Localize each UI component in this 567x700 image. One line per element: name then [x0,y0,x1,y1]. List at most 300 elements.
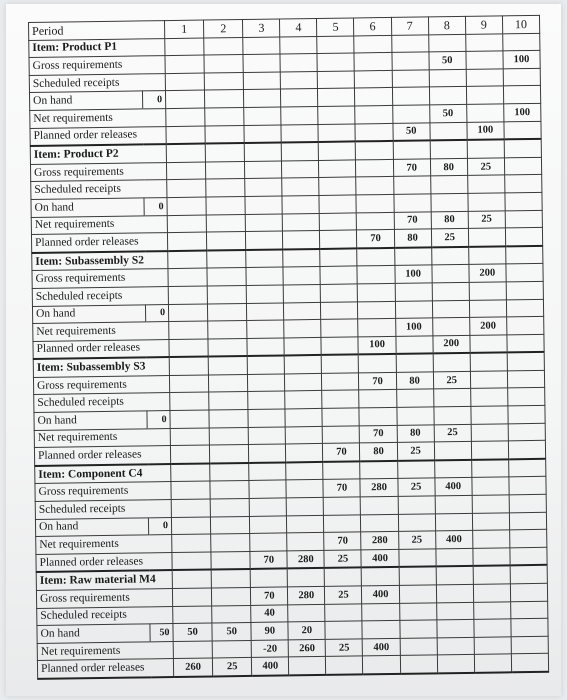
cell-period-10 [506,264,543,282]
cell-period-4 [285,355,322,374]
cell-period-9 [466,104,503,122]
cell-period-5 [326,656,363,675]
cell-period-5 [324,497,361,515]
cell-period-2 [207,232,246,251]
cell-period-5 [318,124,355,143]
cell-period-7: 70 [393,159,430,177]
cell-period-4 [283,267,320,285]
cell-period-3 [244,143,281,162]
cell-period-5: 25 [325,586,362,604]
cell-period-9: 100 [467,121,504,140]
cell-period-7 [400,655,437,674]
cell-period-2 [210,463,249,482]
cell-period-8 [434,442,471,461]
cell-period-6 [359,390,396,408]
row-label: Planned order releases [33,339,169,359]
cell-period-3 [248,409,285,427]
cell-period-4 [284,302,321,320]
cell-period-3: 90 [251,622,288,640]
row-label: Gross requirements [32,269,168,288]
cell-period-6 [358,283,395,301]
cell-period-5 [323,426,360,444]
cell-period-9 [471,423,508,441]
cell-period-8: 50 [429,52,466,70]
cell-period-7 [395,283,432,301]
cell-period-9 [470,388,507,406]
period-header-label: Period [29,21,165,40]
cell-period-8 [436,548,473,567]
cell-period-9: 25 [468,210,505,228]
cell-period-2 [205,107,244,125]
row-label: Scheduled receipts [37,606,173,625]
cell-period-2 [208,338,247,357]
row-label: On hand [31,198,145,217]
cell-period-2 [209,392,248,410]
cell-period-9 [468,246,505,265]
cell-period-10 [511,618,548,636]
cell-period-5 [322,355,359,374]
cell-period-8 [432,282,469,300]
cell-period-2 [212,605,251,623]
cell-period-5 [319,177,356,195]
cell-period-6: 280 [361,532,398,550]
on-hand-initial: 0 [149,517,172,535]
cell-period-2 [205,90,244,108]
cell-period-5 [322,390,359,408]
cell-period-1 [167,232,206,251]
cell-period-5 [321,319,358,337]
cell-period-3 [245,213,282,231]
cell-period-1 [166,126,205,145]
cell-period-7: 25 [397,478,434,496]
cell-period-6 [357,248,394,267]
cell-period-10: 100 [503,103,540,121]
cell-period-2 [212,587,251,605]
cell-period-7 [393,141,430,160]
cell-period-9 [471,406,508,424]
cell-period-10 [506,316,543,334]
cell-period-1: 50 [173,623,212,641]
cell-period-4: 20 [288,622,325,640]
row-label: On hand [29,91,143,110]
cell-period-8 [433,389,470,407]
cell-period-10 [508,405,545,423]
cell-period-2: 25 [213,658,252,677]
cell-period-1 [167,215,206,233]
cell-period-6 [356,194,393,212]
cell-period-5 [319,195,356,213]
cell-period-3 [245,178,282,196]
cell-period-10 [506,281,543,299]
cell-period-1 [172,534,211,552]
cell-period-6 [355,88,392,106]
cell-period-1 [168,304,207,322]
cell-period-3 [246,267,283,285]
row-label: Scheduled receipts [32,286,168,305]
cell-period-4 [282,195,319,213]
cell-period-4 [283,213,320,231]
cell-period-5 [323,461,360,480]
cell-period-6 [358,301,395,319]
cell-period-9 [472,477,509,495]
cell-period-6 [359,354,396,373]
cell-period-1 [173,606,212,624]
cell-period-8: 25 [431,228,468,247]
cell-period-7: 80 [397,425,434,443]
cell-period-4 [282,142,319,161]
cell-period-6 [359,407,396,425]
cell-period-4 [281,71,318,89]
cell-period-1 [166,144,205,163]
cell-period-9 [473,584,510,602]
cell-period-10 [509,530,546,548]
cell-period-8: 25 [434,424,471,442]
cell-period-9 [465,33,502,51]
cell-period-10 [509,494,546,512]
cell-period-3: 400 [252,657,289,676]
on-hand-initial: 0 [143,91,166,109]
cell-period-1 [165,73,204,91]
cell-period-7 [399,567,436,586]
cell-period-1 [165,90,204,108]
period-8: 8 [428,16,465,34]
cell-period-9 [471,459,508,478]
cell-period-6 [355,123,392,142]
cell-period-7 [400,638,437,656]
cell-period-1 [169,357,208,376]
cell-period-9: 25 [467,158,504,176]
cell-period-9 [472,512,509,530]
cell-period-10 [508,423,545,441]
cell-period-2 [205,143,244,162]
cell-period-4 [286,462,323,481]
cell-period-10 [510,601,547,619]
cell-period-6 [357,212,394,230]
cell-period-5 [318,106,355,124]
cell-period-1 [165,55,204,73]
cell-period-3 [247,356,284,375]
cell-period-9 [470,371,507,389]
row-label: Planned order releases [37,659,173,679]
cell-period-9 [474,619,511,637]
cell-period-3 [247,302,284,320]
cell-period-6: 80 [360,443,397,462]
cell-period-2 [210,481,249,499]
cell-period-1 [168,286,207,304]
item-title: Item: Subassembly S3 [33,357,169,377]
cell-period-8 [429,87,466,105]
cell-period-10 [503,86,540,104]
cell-period-3 [246,249,283,268]
paper-sheet [6,4,561,696]
cell-period-8 [432,300,469,318]
cell-period-1: 260 [173,658,212,677]
cell-period-1 [168,250,207,269]
cell-period-10 [505,210,542,228]
on-hand-initial: 50 [150,624,173,642]
cell-period-7 [399,602,436,620]
cell-period-6 [356,159,393,177]
cell-period-5: 70 [324,532,361,550]
cell-period-9 [468,228,505,247]
cell-period-8 [437,655,474,674]
cell-period-5 [322,373,359,391]
cell-period-9 [467,140,504,159]
cell-period-3 [249,444,286,463]
cell-period-9 [469,282,506,300]
cell-period-6: 280 [360,479,397,497]
cell-period-8 [435,513,472,531]
cell-period-8 [429,69,466,87]
cell-period-7 [392,105,429,123]
cell-period-6 [358,318,395,336]
cell-period-5 [325,621,362,639]
cell-period-5 [319,160,356,178]
cell-period-3 [244,125,281,144]
cell-period-3 [243,54,280,72]
cell-period-4 [283,249,320,268]
cell-period-9 [473,601,510,619]
cell-period-8 [437,620,474,638]
item-title: Item: Product P1 [29,38,165,57]
row-label: Scheduled receipts [34,393,170,412]
row-label: On hand [37,624,151,643]
cell-period-2 [209,410,248,428]
cell-period-10 [504,175,541,193]
cell-period-8 [432,265,469,283]
cell-period-8 [437,637,474,655]
cell-period-8: 200 [433,335,470,354]
period-5: 5 [317,18,354,36]
cell-period-6: 400 [363,638,400,656]
cell-period-1 [172,588,211,606]
cell-period-3 [244,107,281,125]
cell-period-10 [507,370,544,388]
cell-period-4 [282,178,319,196]
cell-period-2 [211,569,250,588]
cell-period-7 [394,194,431,212]
cell-period-7 [397,460,434,479]
period-7: 7 [391,17,428,35]
cell-period-3: 70 [250,551,287,570]
cell-period-9 [474,654,511,673]
cell-period-9 [470,353,507,372]
cell-period-10 [503,33,540,51]
cell-period-2 [208,321,247,339]
cell-period-7: 25 [397,442,434,461]
cell-period-3 [243,72,280,90]
cell-period-3 [243,37,280,55]
cell-period-9 [471,441,508,460]
cell-period-1 [172,552,211,571]
cell-period-3 [250,533,287,551]
cell-period-10 [509,512,546,530]
row-label: Net requirements [33,322,169,341]
cell-period-10 [505,192,542,210]
cell-period-7: 100 [395,265,432,283]
row-label: On hand [34,411,148,430]
cell-period-4 [287,533,324,551]
item-title: Item: Product P2 [30,144,166,164]
on-hand-initial: 0 [146,304,169,322]
cell-period-2: 50 [212,623,251,641]
row-label: Net requirements [34,428,170,447]
cell-period-2 [208,303,247,321]
cell-period-1 [166,108,205,126]
cell-period-8 [428,34,465,52]
cell-period-8 [434,406,471,424]
cell-period-4: 280 [288,586,325,604]
cell-period-9 [466,86,503,104]
cell-period-8: 80 [430,158,467,176]
cell-period-2 [204,37,243,55]
cell-period-3 [244,89,281,107]
cell-period-2 [211,534,250,552]
cell-period-6: 70 [357,230,394,249]
cell-period-4 [286,444,323,463]
cell-period-3 [250,516,287,534]
cell-period-2 [209,427,248,445]
row-label: Planned order releases [36,552,172,572]
cell-period-8 [430,140,467,159]
cell-period-7 [395,300,432,318]
cell-period-3 [248,391,285,409]
cell-period-10 [503,68,540,86]
cell-period-5 [318,88,355,106]
cell-period-4 [286,497,323,515]
cell-period-8 [431,193,468,211]
cell-period-2 [209,374,248,392]
cell-period-8 [432,317,469,335]
cell-period-10 [504,157,541,175]
cell-period-6 [362,567,399,586]
row-label: Gross requirements [35,482,171,501]
cell-period-6 [356,177,393,195]
mrp-table-body [29,15,549,679]
cell-period-2 [211,551,250,570]
cell-period-5 [320,248,357,267]
cell-period-8 [430,122,467,141]
cell-period-2 [207,285,246,303]
cell-period-7 [396,407,433,425]
cell-period-1 [166,162,205,180]
cell-period-6 [360,461,397,480]
cell-period-6 [362,621,399,639]
cell-period-8 [434,460,471,479]
item-title: Item: Raw material M4 [36,570,172,590]
cell-period-8 [436,566,473,585]
cell-period-10 [507,334,544,353]
cell-period-8 [436,584,473,602]
cell-period-8 [431,247,468,266]
period-1: 1 [164,20,203,38]
cell-period-7 [396,389,433,407]
row-label: Net requirements [30,109,166,128]
cell-period-1 [170,410,209,428]
period-10: 10 [502,15,539,33]
period-2: 2 [204,20,243,38]
cell-period-4 [283,231,320,250]
cell-period-9 [474,637,511,655]
cell-period-7 [398,496,435,514]
cell-period-7 [392,87,429,105]
cell-period-5: 70 [323,479,360,497]
cell-period-2 [206,161,245,179]
cell-period-7: 100 [395,318,432,336]
row-label: Scheduled receipts [29,73,165,92]
row-label: Gross requirements [36,589,172,608]
cell-period-4 [280,54,317,72]
cell-period-5 [320,230,357,249]
cell-period-7 [396,354,433,373]
cell-period-3 [248,427,285,445]
cell-period-6: 100 [358,336,395,355]
cell-period-10 [507,352,544,371]
cell-period-2 [211,516,250,534]
cell-period-6: 400 [361,549,398,568]
cell-period-4 [286,426,323,444]
cell-period-6 [363,656,400,675]
cell-period-10 [509,477,546,495]
cell-period-3 [250,569,287,588]
cell-period-4 [285,373,322,391]
cell-period-8: 400 [435,531,472,549]
cell-period-10 [508,459,545,478]
cell-period-3 [247,320,284,338]
cell-period-4 [287,568,324,587]
cell-period-10 [511,654,548,673]
period-4: 4 [280,18,317,36]
cell-period-7: 80 [396,372,433,390]
row-label: Net requirements [36,535,172,554]
cell-period-4 [281,106,318,124]
cell-period-1 [171,499,210,517]
cell-period-1 [170,392,209,410]
cell-period-3: -20 [251,640,288,658]
row-label: Net requirements [37,641,173,660]
cell-period-1 [169,375,208,393]
cell-period-10 [505,227,542,246]
cell-period-5 [325,568,362,587]
cell-period-7 [395,336,432,355]
cell-period-10 [510,565,547,584]
cell-period-9: 200 [469,317,506,335]
cell-period-2 [206,214,245,232]
cell-period-8 [435,495,472,513]
cell-period-4 [287,515,324,533]
cell-period-3 [249,480,286,498]
cell-period-1 [165,38,204,56]
cell-period-9 [468,193,505,211]
cell-period-4 [288,604,325,622]
cell-period-7 [399,585,436,603]
cell-period-7: 50 [393,122,430,141]
cell-period-4 [289,657,326,676]
row-label: Gross requirements [33,375,169,394]
cell-period-4 [281,89,318,107]
row-label: On hand [32,304,146,323]
cell-period-6 [357,266,394,284]
cell-period-10 [510,547,547,566]
cell-period-5: 25 [324,550,361,569]
row-label: On hand [35,517,149,536]
cell-period-4 [284,284,321,302]
cell-period-5 [324,515,361,533]
cell-period-6 [354,35,391,53]
row-label: Gross requirements [30,162,166,181]
cell-period-3 [247,338,284,357]
cell-period-1 [171,481,210,499]
